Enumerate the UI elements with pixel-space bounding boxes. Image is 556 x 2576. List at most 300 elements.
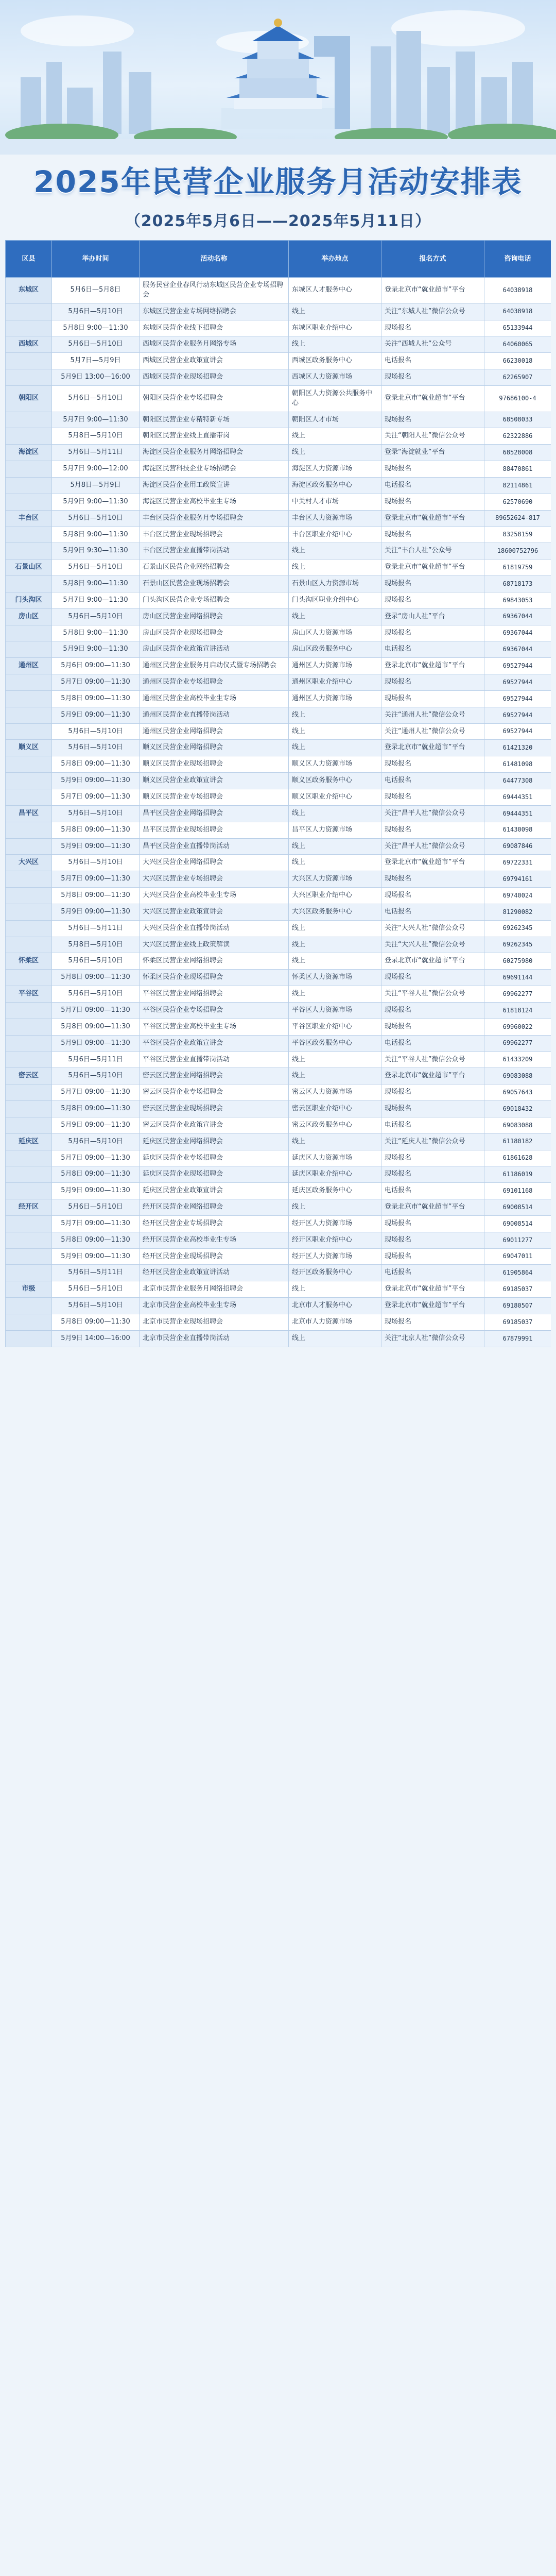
cell-time: 5月9日 09:00—11:30 — [52, 838, 140, 855]
cell-place: 密云区职业介绍中心 — [289, 1101, 381, 1117]
cell-place: 密云区人力资源市场 — [289, 1084, 381, 1101]
cell-phone: 69527944 — [484, 690, 551, 707]
cell-place: 线上 — [289, 740, 381, 756]
cell-district: 房山区 — [6, 608, 52, 625]
schedule-table — [5, 240, 551, 1347]
cell-time: 5月8日 09:00—11:30 — [52, 1101, 140, 1117]
cell-phone: 69794161 — [484, 871, 551, 888]
cell-name: 通州区民营企业高校毕业生专场 — [140, 690, 289, 707]
cell-time: 5月6日—5月10日 — [52, 986, 140, 1003]
cell-time: 5月6日—5月10日 — [52, 1133, 140, 1150]
table-row — [6, 756, 551, 773]
cell-district — [6, 838, 52, 855]
cell-phone: 69057643 — [484, 1084, 551, 1101]
cell-district — [6, 756, 52, 773]
cell-signup: 现场报名 — [381, 1248, 484, 1265]
cell-name: 西城区民营企业现场招聘会 — [140, 369, 289, 386]
cell-phone: 67879991 — [484, 1330, 551, 1347]
table-row — [6, 320, 551, 336]
cell-time: 5月8日 09:00—11:30 — [52, 1232, 140, 1248]
cell-district: 东城区 — [6, 278, 52, 304]
table-row — [6, 773, 551, 789]
cell-district — [6, 1298, 52, 1314]
cell-district — [6, 1117, 52, 1133]
table-row — [6, 805, 551, 822]
cell-signup: 登录北京市“就业超市”平台 — [381, 1199, 484, 1216]
cell-name: 服务民营企业春风行动东城区民营企业专场招聘会 — [140, 278, 289, 304]
cell-place: 密云区政务服务中心 — [289, 1117, 381, 1133]
cell-name: 顺义区民营企业网络招聘会 — [140, 740, 289, 756]
cell-phone: 88470861 — [484, 461, 551, 478]
cell-name: 大兴区民营企业网络招聘会 — [140, 855, 289, 871]
column-header-time: 举办时间 — [52, 241, 140, 278]
cell-district — [6, 412, 52, 428]
cell-district: 朝阳区 — [6, 385, 52, 412]
table-row — [6, 953, 551, 970]
cell-name: 延庆区民营企业网络招聘会 — [140, 1133, 289, 1150]
cell-time: 5月8日 09:00—11:30 — [52, 822, 140, 838]
cell-district — [6, 937, 52, 953]
cell-place: 线上 — [289, 805, 381, 822]
cell-district — [6, 789, 52, 806]
cell-name: 顺义区民营企业专场招聘会 — [140, 789, 289, 806]
cell-time: 5月8日—5月10日 — [52, 428, 140, 445]
cell-phone: 68508033 — [484, 412, 551, 428]
cell-phone: 62322886 — [484, 428, 551, 445]
cell-phone: 69180507 — [484, 1298, 551, 1314]
table-row — [6, 1117, 551, 1133]
cell-signup: 现场报名 — [381, 461, 484, 478]
cell-time: 5月6日—5月10日 — [52, 1068, 140, 1084]
cell-signup: 电话报名 — [381, 773, 484, 789]
cell-district — [6, 723, 52, 740]
table-row — [6, 855, 551, 871]
cell-signup: 关注“北京人社”微信公众号 — [381, 1330, 484, 1347]
cell-signup: 登录北京市“就业超市”平台 — [381, 1298, 484, 1314]
cell-signup: 登录北京市“就业超市”平台 — [381, 658, 484, 674]
cell-name: 平谷区民营企业网络招聘会 — [140, 986, 289, 1003]
cell-phone: 69444351 — [484, 789, 551, 806]
cell-name: 经开区民营企业政策宣讲活动 — [140, 1265, 289, 1281]
cell-place: 线上 — [289, 838, 381, 855]
cell-time: 5月6日—5月10日 — [52, 303, 140, 320]
cell-phone: 81290082 — [484, 904, 551, 920]
cell-place: 北京市人才服务中心 — [289, 1298, 381, 1314]
cell-place: 门头沟区职业介绍中心 — [289, 592, 381, 608]
cell-time: 5月8日—5月9日 — [52, 477, 140, 494]
cell-district — [6, 888, 52, 904]
cell-district — [6, 477, 52, 494]
cell-district: 石景山区 — [6, 560, 52, 576]
cell-name: 经开区民营企业高校毕业生专场 — [140, 1232, 289, 1248]
cell-district — [6, 1052, 52, 1068]
cell-phone: 65133944 — [484, 320, 551, 336]
table-row — [6, 658, 551, 674]
table-row — [6, 707, 551, 723]
table-row — [6, 625, 551, 641]
cell-phone: 62265907 — [484, 369, 551, 386]
cell-phone: 69011277 — [484, 1232, 551, 1248]
cell-time: 5月7日 09:00—11:30 — [52, 1002, 140, 1019]
cell-time: 5月6日—5月10日 — [52, 723, 140, 740]
cell-name: 海淀区民营企业用工政策宣讲 — [140, 477, 289, 494]
cell-place: 线上 — [289, 1330, 381, 1347]
cell-place: 大兴区职业介绍中心 — [289, 888, 381, 904]
cell-phone: 69185037 — [484, 1314, 551, 1331]
cell-name: 北京市民营企业现场招聘会 — [140, 1314, 289, 1331]
cell-name: 朝阳区民营企业专精特新专场 — [140, 412, 289, 428]
cell-district: 丰台区 — [6, 510, 52, 527]
cell-signup: 现场报名 — [381, 1215, 484, 1232]
cell-phone: 69083088 — [484, 1117, 551, 1133]
cell-phone: 68718173 — [484, 576, 551, 592]
cell-place: 丰台区职业介绍中心 — [289, 527, 381, 543]
table-row — [6, 674, 551, 691]
cell-signup: 登录北京市“就业超市”平台 — [381, 278, 484, 304]
cell-phone: 97686100-4 — [484, 385, 551, 412]
cell-phone: 69960022 — [484, 1019, 551, 1035]
cell-place: 线上 — [289, 303, 381, 320]
cell-name: 经开区民营企业专场招聘会 — [140, 1215, 289, 1232]
cell-name: 房山区民营企业网络招聘会 — [140, 608, 289, 625]
cell-signup: 现场报名 — [381, 1314, 484, 1331]
cell-place: 延庆区职业介绍中心 — [289, 1166, 381, 1183]
table-row — [6, 1199, 551, 1216]
cell-signup: 现场报名 — [381, 412, 484, 428]
cell-phone: 64477308 — [484, 773, 551, 789]
cell-place: 平谷区职业介绍中心 — [289, 1019, 381, 1035]
table-row — [6, 871, 551, 888]
cell-time: 5月9日 9:30—11:30 — [52, 543, 140, 560]
table-row — [6, 1265, 551, 1281]
cell-phone: 60275980 — [484, 953, 551, 970]
cell-district: 经开区 — [6, 1199, 52, 1216]
cell-name: 通州区民营企业网络招聘会 — [140, 723, 289, 740]
cell-place: 线上 — [289, 1199, 381, 1216]
table-row — [6, 970, 551, 986]
cell-name: 平谷区民营企业高校毕业生专场 — [140, 1019, 289, 1035]
cell-signup: 电话报名 — [381, 904, 484, 920]
cell-district: 昌平区 — [6, 805, 52, 822]
cell-time: 5月9日 14:00—16:00 — [52, 1330, 140, 1347]
cell-signup: 现场报名 — [381, 320, 484, 336]
cell-signup: 登录北京市“就业超市”平台 — [381, 510, 484, 527]
cell-signup: 现场报名 — [381, 1002, 484, 1019]
cell-name: 北京市民营企业直播带岗活动 — [140, 1330, 289, 1347]
cell-place: 顺义区人力资源市场 — [289, 756, 381, 773]
cell-signup: 现场报名 — [381, 1101, 484, 1117]
cell-district — [6, 543, 52, 560]
cell-name: 丰台区民营企业服务月专场招聘会 — [140, 510, 289, 527]
cell-district: 怀柔区 — [6, 953, 52, 970]
cell-place: 通州区人力资源市场 — [289, 690, 381, 707]
cell-name: 大兴区民营企业专场招聘会 — [140, 871, 289, 888]
cell-district — [6, 1215, 52, 1232]
cell-name: 东城区民营企业线下招聘会 — [140, 320, 289, 336]
cell-place: 延庆区人力资源市场 — [289, 1150, 381, 1166]
cell-place: 海淀区人力资源市场 — [289, 461, 381, 478]
cell-place: 线上 — [289, 336, 381, 353]
table-row — [6, 461, 551, 478]
cell-time: 5月8日 09:00—11:30 — [52, 756, 140, 773]
cell-place: 朝阳区人力资源公共服务中心 — [289, 385, 381, 412]
cell-signup: 现场报名 — [381, 625, 484, 641]
cell-place: 怀柔区人力资源市场 — [289, 970, 381, 986]
cell-phone: 64038918 — [484, 303, 551, 320]
cell-signup: 现场报名 — [381, 592, 484, 608]
cell-name: 海淀区民营企业服务月网络招聘会 — [140, 445, 289, 461]
cell-time: 5月6日—5月10日 — [52, 560, 140, 576]
cell-district: 平谷区 — [6, 986, 52, 1003]
cell-place: 东城区人才服务中心 — [289, 278, 381, 304]
table-row — [6, 608, 551, 625]
cell-time: 5月7日 09:00—11:30 — [52, 1215, 140, 1232]
cell-place: 经开区职业介绍中心 — [289, 1232, 381, 1248]
cell-place: 线上 — [289, 707, 381, 723]
cell-place: 线上 — [289, 723, 381, 740]
table-row — [6, 303, 551, 320]
table-row — [6, 838, 551, 855]
cell-signup: 现场报名 — [381, 1019, 484, 1035]
cell-time: 5月9日 09:00—11:30 — [52, 1183, 140, 1199]
cell-place: 经开区人力资源市场 — [289, 1248, 381, 1265]
cell-signup: 登录“海淀就业”平台 — [381, 445, 484, 461]
cell-time: 5月6日—5月10日 — [52, 336, 140, 353]
cell-place: 线上 — [289, 953, 381, 970]
cell-place: 顺义区职业介绍中心 — [289, 789, 381, 806]
hero-banner — [0, 0, 556, 155]
cell-phone: 82114861 — [484, 477, 551, 494]
cell-phone: 61433209 — [484, 1052, 551, 1068]
cell-signup: 电话报名 — [381, 353, 484, 369]
cell-name: 房山区民营企业现场招聘会 — [140, 625, 289, 641]
cell-phone: 61861628 — [484, 1150, 551, 1166]
cell-name: 延庆区民营企业专场招聘会 — [140, 1150, 289, 1166]
table-body — [6, 278, 551, 1347]
cell-place: 西城区人力资源市场 — [289, 369, 381, 386]
cell-district — [6, 303, 52, 320]
cell-phone: 61818124 — [484, 1002, 551, 1019]
cell-time: 5月9日 9:00—11:30 — [52, 494, 140, 510]
cell-name: 平谷区民营企业政策宣讲会 — [140, 1035, 289, 1052]
cell-name: 昌平区民营企业网络招聘会 — [140, 805, 289, 822]
cell-place: 线上 — [289, 1068, 381, 1084]
table-row — [6, 641, 551, 658]
cell-signup: 登录“房山人社”平台 — [381, 608, 484, 625]
cell-signup: 现场报名 — [381, 1166, 484, 1183]
cell-signup: 现场报名 — [381, 690, 484, 707]
cell-name: 怀柔区民营企业现场招聘会 — [140, 970, 289, 986]
cell-district — [6, 1314, 52, 1331]
cell-signup: 现场报名 — [381, 756, 484, 773]
cell-phone: 69367044 — [484, 608, 551, 625]
cell-place: 中关村人才市场 — [289, 494, 381, 510]
cell-name: 朝阳区民营企业专场招聘会 — [140, 385, 289, 412]
cell-district — [6, 920, 52, 937]
cell-phone: 66230018 — [484, 353, 551, 369]
table-row — [6, 494, 551, 510]
cell-signup: 登录北京市“就业超市”平台 — [381, 855, 484, 871]
cell-place: 房山区政务服务中心 — [289, 641, 381, 658]
cell-time: 5月6日—5月10日 — [52, 385, 140, 412]
cell-place: 线上 — [289, 1281, 381, 1298]
cell-place: 线上 — [289, 855, 381, 871]
cell-district — [6, 428, 52, 445]
cell-district — [6, 1002, 52, 1019]
table-row — [6, 1166, 551, 1183]
cell-phone: 69962277 — [484, 986, 551, 1003]
cell-time: 5月6日—5月10日 — [52, 1281, 140, 1298]
cell-place: 顺义区政务服务中心 — [289, 773, 381, 789]
cell-phone: 61180182 — [484, 1133, 551, 1150]
cell-place: 大兴区政务服务中心 — [289, 904, 381, 920]
cell-time: 5月7日 09:00—11:30 — [52, 1150, 140, 1166]
table-row — [6, 1068, 551, 1084]
cell-district — [6, 822, 52, 838]
cell-place: 海淀区政务服务中心 — [289, 477, 381, 494]
table-row — [6, 560, 551, 576]
cell-phone: 69962277 — [484, 1035, 551, 1052]
cell-time: 5月8日 09:00—11:30 — [52, 1019, 140, 1035]
table-row — [6, 445, 551, 461]
cell-place: 线上 — [289, 445, 381, 461]
cell-district: 密云区 — [6, 1068, 52, 1084]
cell-signup: 现场报名 — [381, 970, 484, 986]
cell-time: 5月6日—5月10日 — [52, 805, 140, 822]
table-row — [6, 1248, 551, 1265]
cell-phone: 61186019 — [484, 1166, 551, 1183]
cell-phone: 61421320 — [484, 740, 551, 756]
cell-signup: 现场报名 — [381, 494, 484, 510]
cell-place: 线上 — [289, 986, 381, 1003]
cell-time: 5月7日 09:00—11:30 — [52, 1084, 140, 1101]
cell-name: 北京市民营企业服务月网络招聘会 — [140, 1281, 289, 1298]
cell-name: 通州区民营企业服务月启动仪式暨专场招聘会 — [140, 658, 289, 674]
cell-phone: 69262345 — [484, 937, 551, 953]
cell-place: 房山区人力资源市场 — [289, 625, 381, 641]
cell-signup: 关注“平谷人社”微信公众号 — [381, 1052, 484, 1068]
cell-phone: 61819759 — [484, 560, 551, 576]
cell-time: 5月8日—5月10日 — [52, 937, 140, 953]
cell-time: 5月8日 09:00—11:30 — [52, 690, 140, 707]
cell-signup: 关注“西城人社”公众号 — [381, 336, 484, 353]
cell-time: 5月8日 9:00—11:30 — [52, 625, 140, 641]
cell-time: 5月7日 9:00—12:00 — [52, 461, 140, 478]
cell-place: 北京市人力资源市场 — [289, 1314, 381, 1331]
cell-time: 5月6日—5月10日 — [52, 1298, 140, 1314]
cell-district — [6, 1265, 52, 1281]
cell-district — [6, 1150, 52, 1166]
cell-phone: 83258159 — [484, 527, 551, 543]
cell-district — [6, 1232, 52, 1248]
cell-signup: 登录北京市“就业超市”平台 — [381, 1068, 484, 1084]
table-row — [6, 888, 551, 904]
cell-time: 5月6日—5月10日 — [52, 608, 140, 625]
cell-name: 密云区民营企业现场招聘会 — [140, 1101, 289, 1117]
cell-phone: 69047011 — [484, 1248, 551, 1265]
cell-name: 密云区民营企业专场招聘会 — [140, 1084, 289, 1101]
cell-time: 5月6日—5月10日 — [52, 740, 140, 756]
cell-time: 5月6日—5月11日 — [52, 920, 140, 937]
cell-time: 5月8日 09:00—11:30 — [52, 1166, 140, 1183]
cell-phone: 69691144 — [484, 970, 551, 986]
cell-phone: 69018432 — [484, 1101, 551, 1117]
cell-time: 5月8日 09:00—11:30 — [52, 970, 140, 986]
cell-district: 顺义区 — [6, 740, 52, 756]
cell-place: 线上 — [289, 543, 381, 560]
cell-name: 丰台区民营企业直播带岗活动 — [140, 543, 289, 560]
cell-name: 怀柔区民营企业网络招聘会 — [140, 953, 289, 970]
cell-district — [6, 1166, 52, 1183]
cell-time: 5月9日 09:00—11:30 — [52, 773, 140, 789]
cell-place: 平谷区人力资源市场 — [289, 1002, 381, 1019]
table-row — [6, 723, 551, 740]
cell-district — [6, 904, 52, 920]
cell-name: 海淀区民营科技企业专场招聘会 — [140, 461, 289, 478]
cell-place: 线上 — [289, 608, 381, 625]
cell-time: 5月7日 09:00—11:30 — [52, 789, 140, 806]
cell-time: 5月7日 09:00—11:30 — [52, 871, 140, 888]
table-row — [6, 1314, 551, 1331]
cell-time: 5月8日 09:00—11:30 — [52, 888, 140, 904]
table-row — [6, 278, 551, 304]
cell-signup: 关注“大兴人社”微信公众号 — [381, 937, 484, 953]
cell-signup: 电话报名 — [381, 1265, 484, 1281]
cell-time: 5月6日—5月10日 — [52, 510, 140, 527]
table-row — [6, 1084, 551, 1101]
cell-signup: 登录北京市“就业超市”平台 — [381, 953, 484, 970]
table-row — [6, 920, 551, 937]
cell-district — [6, 494, 52, 510]
cell-place: 线上 — [289, 920, 381, 937]
cell-time: 5月7日 9:00—11:30 — [52, 412, 140, 428]
column-header-place: 举办地点 — [289, 241, 381, 278]
table-row — [6, 412, 551, 428]
cell-name: 石景山区民营企业现场招聘会 — [140, 576, 289, 592]
title-block — [0, 155, 556, 231]
cell-time: 5月7日 09:00—11:30 — [52, 674, 140, 691]
cell-phone: 18600752796 — [484, 543, 551, 560]
table-row — [6, 1150, 551, 1166]
cell-time: 5月9日 09:00—11:30 — [52, 1117, 140, 1133]
cell-name: 顺义区民营企业政策宣讲会 — [140, 773, 289, 789]
cell-time: 5月6日—5月10日 — [52, 855, 140, 871]
cell-phone: 69101168 — [484, 1183, 551, 1199]
cell-district — [6, 320, 52, 336]
cell-district — [6, 461, 52, 478]
table-row — [6, 428, 551, 445]
table-row — [6, 1133, 551, 1150]
table-row — [6, 822, 551, 838]
column-header-signup: 报名方式 — [381, 241, 484, 278]
cell-phone: 69262345 — [484, 920, 551, 937]
cell-district — [6, 1101, 52, 1117]
cell-time: 5月7日 9:00—11:30 — [52, 592, 140, 608]
table-row — [6, 937, 551, 953]
cell-time: 5月9日 09:00—11:30 — [52, 1248, 140, 1265]
cell-name: 北京市民营企业高校毕业生专场 — [140, 1298, 289, 1314]
cell-signup: 现场报名 — [381, 527, 484, 543]
cell-place: 线上 — [289, 937, 381, 953]
cell-signup: 关注“东城人社”微信公众号 — [381, 303, 484, 320]
cell-district: 延庆区 — [6, 1133, 52, 1150]
cell-name: 大兴区民营企业政策宣讲会 — [140, 904, 289, 920]
cell-place: 朝阳区人才市场 — [289, 412, 381, 428]
cell-name: 石景山区民营企业网络招聘会 — [140, 560, 289, 576]
cell-place: 西城区政务服务中心 — [289, 353, 381, 369]
cell-district — [6, 1019, 52, 1035]
cell-district — [6, 871, 52, 888]
